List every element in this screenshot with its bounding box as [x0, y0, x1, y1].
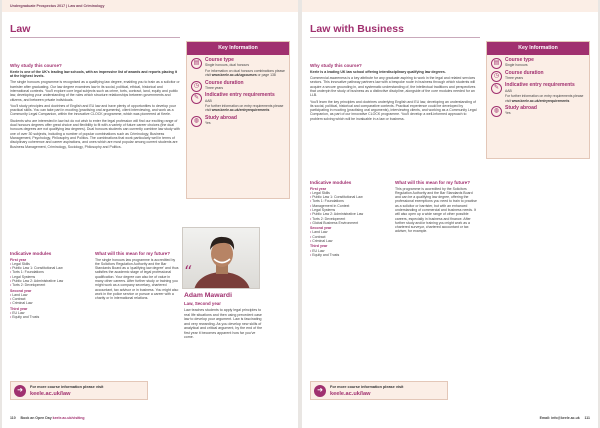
list-item: • EU Law — [310, 249, 390, 253]
page-title: Law — [10, 23, 31, 35]
arrow-right-icon: ➜ — [314, 385, 326, 397]
second-year-label: Second year — [310, 226, 332, 231]
modules-heading: Indicative modules — [310, 180, 352, 185]
duration-row — [487, 71, 589, 81]
student-photo — [182, 227, 260, 289]
list-item: • Land Law — [310, 230, 390, 234]
lead-text: Keele is a leading UK law school offering interdisciplinary qualifying law degrees. — [310, 69, 446, 74]
student-role: Law, Second year — [184, 301, 221, 306]
course-type-heading: Course type — [205, 57, 234, 63]
third-year-label: Third year — [310, 244, 328, 249]
lead-text: Keele is one of the UK's leading law schools, with an impressive list of awards and reports placing it at the highest levels. — [10, 69, 177, 79]
third-year-label: Third year — [10, 306, 28, 311]
duration-text: Three years — [505, 76, 524, 81]
body-paragraph: Commercial awareness is a key attribute for any graduate aspiring to work in the legal and related services sectors. This innovative pathway partners law with a bespoke route in business through which students will acquire a secure grounding in, and systematic understanding of, the intellectual traditions and perspectives that underpin the study of business as a distinctive discipline, alongside of the core modules needed for an LLB. — [310, 76, 476, 98]
modules-column — [10, 249, 90, 320]
list-item: • EU Law — [10, 311, 90, 315]
globe-icon: ◍ — [491, 106, 502, 117]
list-item: • Contract — [310, 235, 390, 239]
entry-requirements-link[interactable]: www.keele.ac.uk/entryrequirements — [511, 98, 570, 103]
footer — [10, 416, 85, 420]
course-type-icon: ▤ — [191, 58, 202, 69]
course-type-row — [487, 58, 589, 68]
footer-text: Email: info@keele.ac.uk — [539, 416, 580, 420]
list-item: • Public Law 1: Constitutional Law — [310, 195, 390, 199]
list-item: • Public Law 2: Administrative Law — [10, 279, 90, 283]
body-paragraph: You'll study principles and doctrines of English and EU law and have plenty of opportunities to develop your practical skills. You can take part in mooting (practising oral arguments), client interviewing, and work as a Community Legal Companion, within the innovative CLOCK programme, which was pioneered at Keele. — [10, 103, 176, 117]
course-type-note: For information on dual honours combinations please visit www.keele.ac.uk/ugcourses or page 138 — [205, 69, 285, 78]
more-info-box[interactable] — [10, 381, 148, 400]
study-abroad-row — [487, 106, 589, 116]
page-number: 110 — [10, 416, 16, 420]
key-information-box — [186, 41, 290, 199]
title-rule — [10, 37, 180, 38]
list-item: • Management in Context — [310, 204, 390, 208]
page-number: 111 — [584, 416, 590, 420]
duration-row — [187, 81, 289, 91]
list-item: • Torts 2: Development — [10, 283, 90, 287]
list-item: • Legal Systems — [310, 208, 390, 212]
modules-column — [310, 178, 390, 257]
intro-column — [10, 64, 180, 151]
key-information-heading: Key Information — [487, 42, 589, 55]
entry-row — [187, 93, 289, 113]
title-rule — [310, 37, 480, 38]
list-item: • Legal Skills — [10, 262, 90, 266]
left-page — [2, 0, 298, 428]
entry-heading: Indicative entry requirements — [205, 92, 275, 99]
why-heading: Why study this course? — [10, 63, 62, 68]
body-paragraph: You'll learn the key principles and doctrines underlying English and EU law, developing an understanding of its social, political, historical and comparative contexts. Practical experience could be developed by participating in mooting (practising oral arguments), interviewing clients, and working as a Community Legal Companion, as part of our innovative CLOCK programme. You'll develop a well-informed approach to problem solving which will be invaluable in a law or business. — [310, 99, 477, 121]
entry-row — [487, 83, 589, 103]
entry-grades: AAB — [505, 88, 512, 93]
study-abroad-heading: Study abroad — [505, 104, 537, 111]
list-item: • Land Law — [10, 293, 90, 297]
intro-column — [310, 64, 480, 123]
student-quote: Law teaches students to apply legal principles to real life situations and then using precedent case law to develop your argument. Law is fascinating and very rewarding. As you develop new skills of analytical and critical argument, by the end of the first year it becomes apparent how far you've come. — [184, 308, 263, 339]
list-item: • Equity and Trusts — [10, 315, 90, 319]
study-abroad-text: Yes — [205, 121, 211, 126]
entry-note: For further information on entry requirements please visit www.keele.ac.uk/entryrequirements — [205, 104, 284, 113]
right-page — [302, 0, 598, 428]
student-portrait-icon — [183, 228, 260, 289]
course-type-text: Single honours, dual honours — [205, 63, 250, 68]
second-year-list — [10, 293, 90, 306]
quote-mark-icon: “ — [184, 262, 193, 281]
future-heading: What will this mean for my future? — [95, 251, 171, 256]
student-name: Adam Mawardi — [184, 292, 232, 299]
future-column — [95, 249, 179, 302]
list-item: • Criminal Law — [310, 239, 390, 243]
key-information-heading: Key Information — [187, 42, 289, 55]
future-text: This programme is accredited by the Solicitors Regulation Authority and the Bar Standards Board and can be a qualifying law degree, offering the professional exemptions you need to train to practise as a solicitor or barrister, but with an enhanced understanding of commercial and business needs. It will also open up a wide range of other possible careers, especially in business and finance. After further study and/or training you might work as a chartered surveyor, chartered accountant or tax adviser, for example. — [395, 186, 477, 234]
first-year-list — [10, 262, 90, 288]
course-type-text: Single honours — [505, 63, 528, 68]
first-year-label: First year — [310, 186, 327, 191]
future-heading: What will this mean for my future? — [395, 180, 471, 185]
future-text: The single honours law programme is accredited by the Solicitors Regulation Authority and the Bar Standards Board as a 'qualifying law degree' and thus satisfies the academic stage of legal professional qualification. Your degree can also be of value in many other careers. After further study or training you might work as a company secretary, chartered accountant, tax advisor or in business. You might also work in the police service or pursue a career with a charity or in international relations. — [95, 257, 179, 301]
future-column — [395, 178, 479, 236]
entry-requirements-icon: ✎ — [191, 93, 202, 104]
third-year-list — [310, 249, 390, 258]
study-abroad-heading: Study abroad — [205, 114, 237, 121]
list-item: • Contract — [10, 297, 90, 301]
more-info-link[interactable]: keele.ac.uk/law — [330, 391, 371, 397]
study-abroad-text: Yes — [505, 111, 511, 116]
entry-requirements-icon: ✎ — [491, 83, 502, 94]
list-item: • Criminal Law — [10, 301, 90, 305]
list-item: • Public Law 2: Administrative Law — [310, 212, 390, 216]
list-item: • Torts 1: Foundations — [10, 270, 90, 274]
body-paragraph: The single honours programme is recognised as a qualifying law degree, enabling you to train as a solicitor or barrister after graduating. Our law degree examines law in its social, political, ethical, historical and international contexts. You'll explore core legal subjects such as crime, torts, contract, land, equity and public law, developing your understanding of the rules which structure relationships between governments and citizens, and between private individuals. — [10, 80, 180, 102]
list-item: • Legal Skills — [310, 191, 390, 195]
course-type-icon: ▤ — [491, 58, 502, 69]
duration-heading: Course duration — [505, 69, 544, 76]
more-info-link[interactable]: keele.ac.uk/law — [30, 391, 71, 397]
duration-text: Three years — [205, 85, 224, 90]
key-information-box — [486, 41, 590, 159]
more-info-text: For more course information please visit — [30, 385, 104, 389]
footer-text: Book an Open Day — [20, 416, 52, 420]
entry-note: For further information on entry requirements please visit www.keele.ac.uk/entryrequirements — [505, 94, 584, 103]
list-item: • Torts 1: Foundations — [310, 199, 390, 203]
entry-heading: Indicative entry requirements — [505, 82, 575, 89]
more-info-text: For more course information please visit — [330, 385, 404, 389]
entry-requirements-link[interactable]: www.keele.ac.uk/entryrequirements — [211, 108, 270, 113]
third-year-list — [10, 311, 90, 320]
second-year-label: Second year — [10, 288, 32, 293]
arrow-right-icon: ➜ — [14, 385, 26, 397]
header-band — [302, 0, 598, 12]
footer — [540, 416, 590, 420]
list-item: • Public Law 1: Constitutional Law — [10, 266, 90, 270]
second-year-list — [310, 230, 390, 243]
clock-icon: ◷ — [191, 81, 202, 92]
course-type-row — [187, 58, 289, 78]
course-type-heading: Course type — [505, 57, 534, 63]
first-year-label: First year — [10, 257, 27, 262]
entry-grades: AAB — [205, 98, 212, 103]
first-year-list — [310, 191, 390, 225]
footer-link[interactable]: keele.ac.uk/visiting — [52, 416, 85, 420]
study-abroad-row — [187, 116, 289, 126]
duration-heading: Course duration — [205, 79, 244, 86]
body-paragraph: Students who are interested in law but do not wish to enter the legal profession will find our exciting range of dual honours degrees offer great choice and flexibility to fit with a variety of future career choices (the dual honours degrees are not qualifying law degrees). Dual honours students can currently combine law study with one of over 30 subjects, including a number of popular combinations such as Criminology, Business Management, Psychology, Philosophy and Politics. The combinations that work particularly well in terms of disciplinary coherence and career aspirations, and ones which are most popular among current students are Business Management, Criminology, Sociology, Philosophy and Politics. — [10, 118, 180, 149]
globe-icon: ◍ — [191, 116, 202, 127]
more-info-box[interactable] — [310, 381, 448, 400]
clock-icon: ◷ — [491, 71, 502, 82]
page-title: Law with Business — [310, 23, 404, 35]
list-item: • Torts 2: Development — [310, 217, 390, 221]
why-heading: Why study this course? — [310, 63, 362, 68]
list-item: • Legal Systems — [10, 275, 90, 279]
ugcourses-link[interactable]: www.keele.ac.uk/ugcourses — [211, 73, 257, 78]
running-head: Undergraduate Prospectus 2017 | Law and Criminology — [10, 4, 105, 8]
list-item: • Global Business Environment — [310, 221, 390, 225]
modules-heading: Indicative modules — [10, 251, 52, 256]
list-item: • Equity and Trusts — [310, 253, 390, 257]
